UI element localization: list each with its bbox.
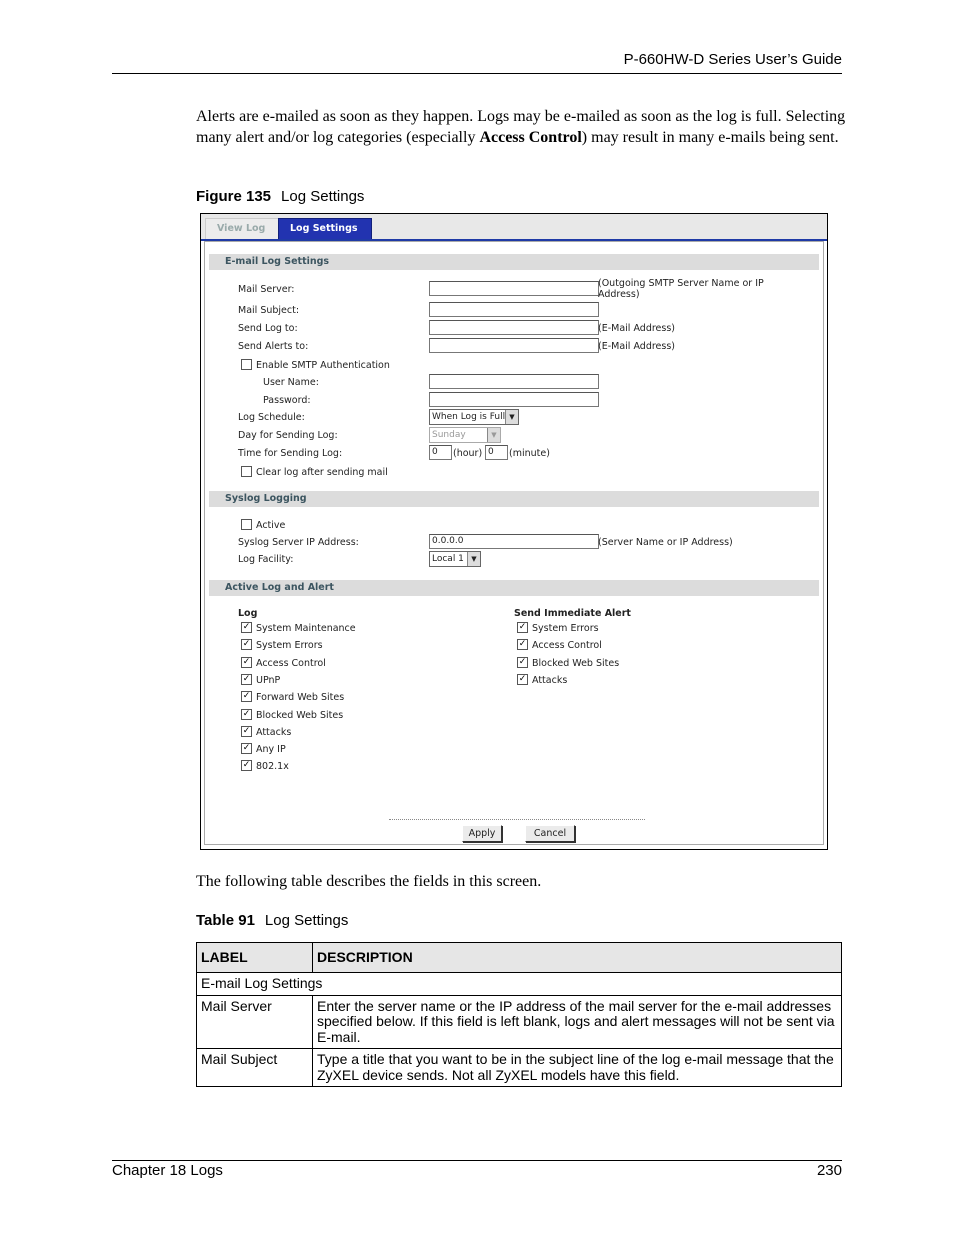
log-column-heading: Log (238, 608, 258, 619)
clear-log-checkbox[interactable] (241, 466, 252, 477)
log-facility-select[interactable]: Local 1 ▼ (429, 551, 481, 567)
send-alerts-to-input[interactable] (429, 338, 599, 353)
syslog-server-input[interactable]: 0.0.0.0 (429, 534, 599, 549)
alert-checkbox[interactable]: ✓ (518, 673, 527, 684)
log-label: 802.1x (256, 761, 289, 773)
log-checkbox[interactable]: ✓ (242, 639, 251, 650)
send-alerts-to-hint: (E-Mail Address) (598, 341, 675, 352)
user-name-input[interactable] (429, 374, 599, 389)
column-header: LABEL (197, 943, 313, 973)
section-cell: E-mail Log Settings (197, 973, 842, 996)
cancel-button[interactable]: Cancel (525, 825, 575, 842)
mail-server-hint: (Outgoing SMTP Server Name or IP Address) (598, 278, 764, 300)
smtp-auth-label: Enable SMTP Authentication (256, 360, 390, 371)
log-label: Blocked Web Sites (256, 709, 344, 721)
table-row (197, 1049, 842, 1087)
chevron-down-icon: ▼ (487, 428, 500, 442)
mail-subject-label: Mail Subject: (238, 305, 300, 316)
intro-text-2: ) may result in many e-mails being sent. (581, 128, 839, 146)
user-name-label: User Name: (263, 377, 319, 388)
description-cell: Enter the server name or the IP address of the mail server for the e-mail addresses specified below. If this field is left blank, logs and alert messages will not be sent via E-mail. (313, 995, 842, 1049)
minute-unit: (minute) (509, 448, 550, 459)
log-label: Access Control (256, 657, 326, 669)
log-label: Forward Web Sites (256, 692, 345, 704)
table-row (197, 995, 842, 1049)
tab-log-settings[interactable]: Log Settings (278, 218, 372, 239)
log-label: System Errors (256, 640, 323, 652)
table-number: Table 91 (196, 912, 255, 929)
password-label: Password: (263, 395, 311, 406)
hour-input[interactable]: 0 (429, 445, 452, 460)
section-email-log-settings: E-mail Log Settings (209, 254, 819, 270)
send-log-to-input[interactable] (429, 320, 599, 335)
intro-paragraph (196, 107, 846, 148)
log-checkbox[interactable]: ✓ (242, 725, 251, 736)
tab-bar (201, 214, 827, 241)
alert-checkbox[interactable]: ✓ (518, 639, 527, 650)
figure-number: Figure 135 (196, 188, 272, 205)
fields-table (196, 942, 842, 1087)
mail-server-input[interactable] (429, 281, 599, 296)
minute-input[interactable]: 0 (485, 445, 508, 460)
log-checkbox[interactable]: ✓ (242, 743, 251, 754)
mail-subject-input[interactable] (429, 302, 599, 317)
table-header-row (197, 943, 842, 973)
mail-server-label: Mail Server: (238, 284, 295, 295)
apply-button[interactable]: Apply (462, 825, 502, 842)
alert-checkbox[interactable]: ✓ (518, 622, 527, 632)
log-settings-screenshot (200, 213, 828, 850)
intro-text-1: Alerts are e-mailed as soon as they happen. Logs may be e-mailed as soon as the log is full. Selecting many alert and/or log categories (especially (196, 108, 846, 146)
log-checkbox[interactable]: ✓ (242, 673, 251, 684)
chevron-down-icon: ▼ (505, 410, 518, 424)
log-checkbox[interactable]: ✓ (242, 691, 251, 702)
hour-unit: (hour) (453, 448, 483, 459)
send-log-to-hint: (E-Mail Address) (598, 323, 675, 334)
log-checkbox[interactable]: ✓ (242, 656, 251, 667)
log-label: UPnP (256, 674, 281, 686)
log-label: System Maintenance (256, 623, 356, 634)
label-cell: Mail Server (197, 995, 313, 1049)
figure-caption (196, 188, 364, 205)
day-for-sending-label: Day for Sending Log: (238, 430, 338, 441)
alert-label: Blocked Web Sites (532, 657, 620, 669)
header-rule (112, 73, 842, 74)
log-checkbox[interactable]: ✓ (242, 708, 251, 719)
clear-log-label: Clear log after sending mail (256, 467, 388, 478)
send-log-to-label: Send Log to: (238, 323, 298, 334)
section-active-log-alert: Active Log and Alert (209, 580, 819, 596)
description-cell: Type a title that you want to be in the subject line of the log e-mail message that the ZyXEL device sends. Not all ZyXEL models have this field. (313, 1049, 842, 1087)
figure-title: Log Settings (281, 188, 365, 205)
day-for-sending-select[interactable]: Sunday ▼ (429, 427, 501, 443)
footer-chapter: Chapter 18 Logs (112, 1162, 223, 1179)
table-intro-text: The following table describes the fields in this screen. (196, 873, 542, 890)
send-alerts-to-label: Send Alerts to: (238, 341, 309, 352)
table-caption (196, 912, 348, 929)
label-cell: Mail Subject (197, 1049, 313, 1087)
time-for-sending-label: Time for Sending Log: (238, 448, 343, 459)
log-checkbox[interactable]: ✓ (242, 760, 251, 771)
page-number: 230 (816, 1162, 842, 1179)
intro-bold: Access Control (479, 128, 582, 146)
alert-label: System Errors (532, 623, 599, 634)
alert-column-heading: Send Immediate Alert (514, 608, 631, 619)
alert-label: Attacks (532, 674, 568, 686)
password-input[interactable] (429, 392, 599, 407)
syslog-server-hint: (Server Name or IP Address) (598, 537, 733, 548)
log-schedule-label: Log Schedule: (238, 412, 305, 423)
log-label: Any IP (256, 744, 286, 756)
syslog-server-label: Syslog Server IP Address: (238, 537, 359, 548)
chevron-down-icon: ▼ (467, 552, 480, 566)
footer-rule (112, 1160, 842, 1161)
running-header-title: P-660HW-D Series User’s Guide (623, 51, 842, 68)
button-divider (389, 819, 645, 820)
smtp-auth-checkbox[interactable] (241, 359, 252, 370)
log-label: Attacks (256, 726, 292, 738)
settings-panel (204, 241, 824, 845)
syslog-active-checkbox[interactable] (241, 519, 252, 530)
log-checkbox[interactable]: ✓ (242, 622, 251, 632)
section-syslog-logging: Syslog Logging (209, 491, 819, 507)
log-facility-label: Log Facility: (238, 554, 294, 565)
table-title: Log Settings (264, 912, 349, 929)
column-header: DESCRIPTION (313, 943, 842, 973)
alert-label: Access Control (532, 640, 602, 652)
table-section-row (197, 973, 842, 996)
alert-checkbox[interactable]: ✓ (518, 656, 527, 667)
syslog-active-label: Active (256, 520, 286, 531)
tab-view-log[interactable]: View Log (205, 218, 279, 239)
log-schedule-select[interactable]: When Log is Full ▼ (429, 409, 519, 425)
